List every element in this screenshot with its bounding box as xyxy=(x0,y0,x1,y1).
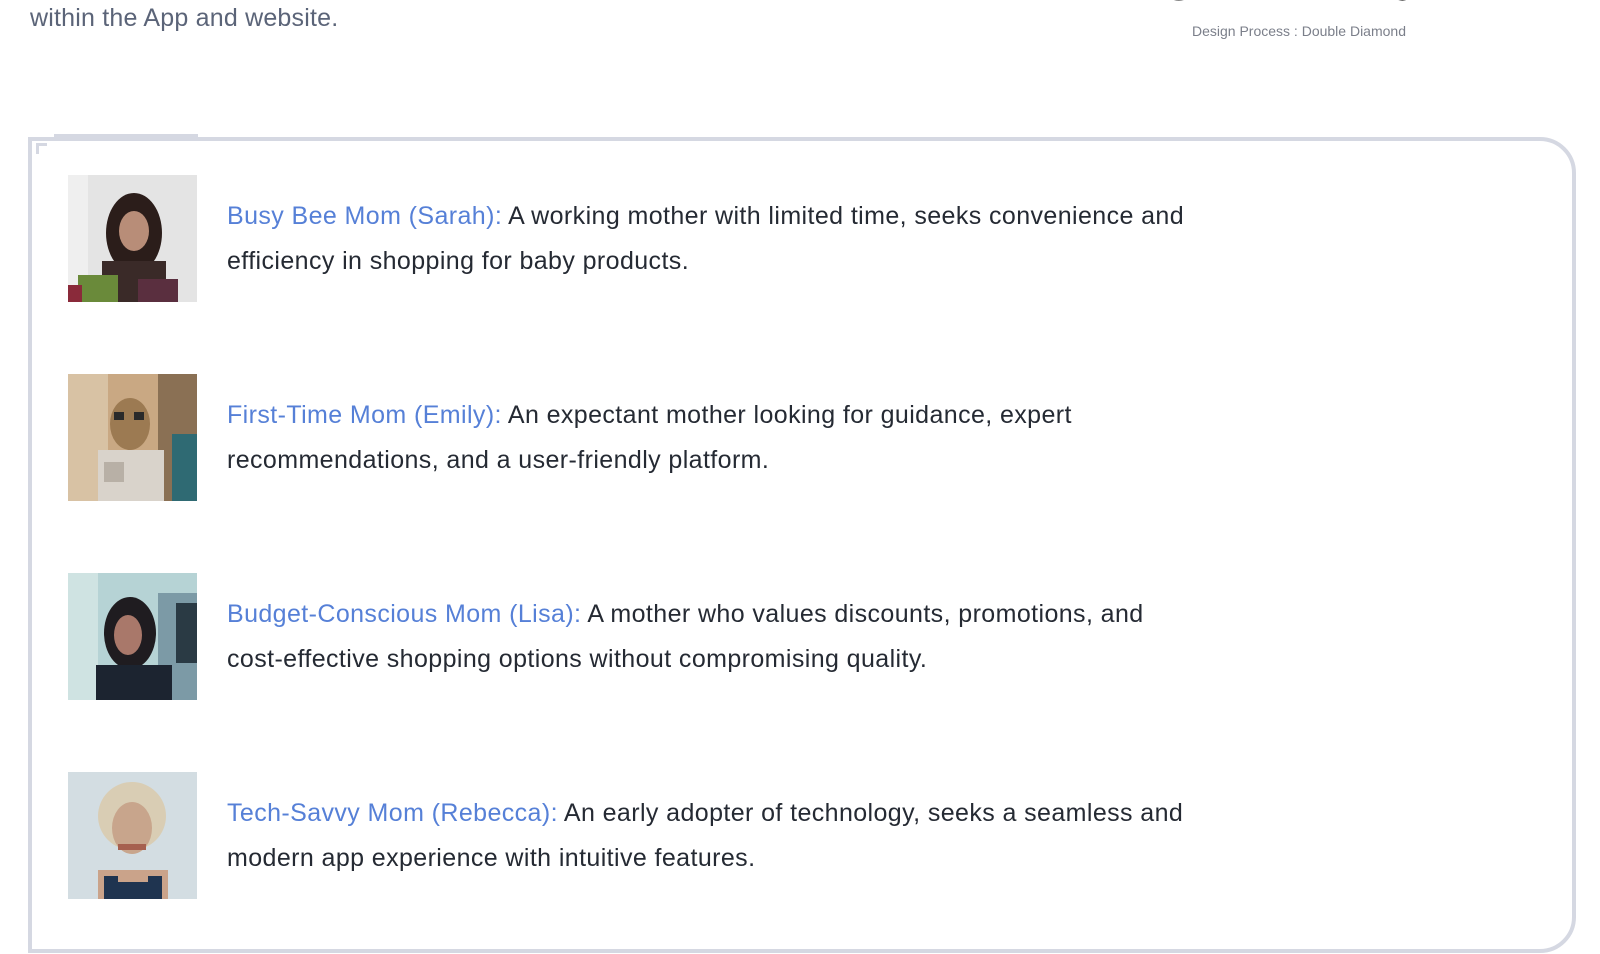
persona-description-rebecca: An early adopter of technology, seeks a seamless and modern app experience with intuitive features. xyxy=(227,798,1184,872)
persona-name-lisa: Budget-Conscious Mom (Lisa): xyxy=(227,599,582,628)
persona-item-lisa xyxy=(68,573,1187,700)
persona-description-sarah: A working mother with limited time, seeks convenience and efficiency in shopping for baby products. xyxy=(227,201,1185,275)
persona-item-rebecca xyxy=(68,772,1187,899)
persona-description-lisa: A mother who values discounts, promotions, and cost-effective shopping options without compromising quality. xyxy=(227,599,1144,673)
avatar-rebecca xyxy=(68,772,197,899)
persona-text-sarah xyxy=(227,194,1187,284)
card-top-accent xyxy=(54,134,198,138)
persona-text-emily xyxy=(227,393,1187,483)
persona-text-lisa xyxy=(227,592,1187,682)
persona-item-emily xyxy=(68,374,1187,501)
avatar-sarah xyxy=(68,175,197,302)
persona-name-sarah: Busy Bee Mom (Sarah): xyxy=(227,201,503,230)
avatar-lisa xyxy=(68,573,197,700)
double-diamond-diagram-fragment xyxy=(1160,0,1460,10)
intro-text: within the App and website. xyxy=(30,4,339,32)
persona-name-emily: First-Time Mom (Emily): xyxy=(227,400,502,429)
card-corner-notch xyxy=(36,143,47,154)
persona-text-rebecca xyxy=(227,791,1187,881)
avatar-emily xyxy=(68,374,197,501)
persona-description-emily: An expectant mother looking for guidance, expert recommendations, and a user-friendly platform. xyxy=(227,400,1072,474)
persona-item-sarah xyxy=(68,175,1187,302)
persona-name-rebecca: Tech-Savvy Mom (Rebecca): xyxy=(227,798,558,827)
diagram-caption: Design Process : Double Diamond xyxy=(1192,23,1406,39)
